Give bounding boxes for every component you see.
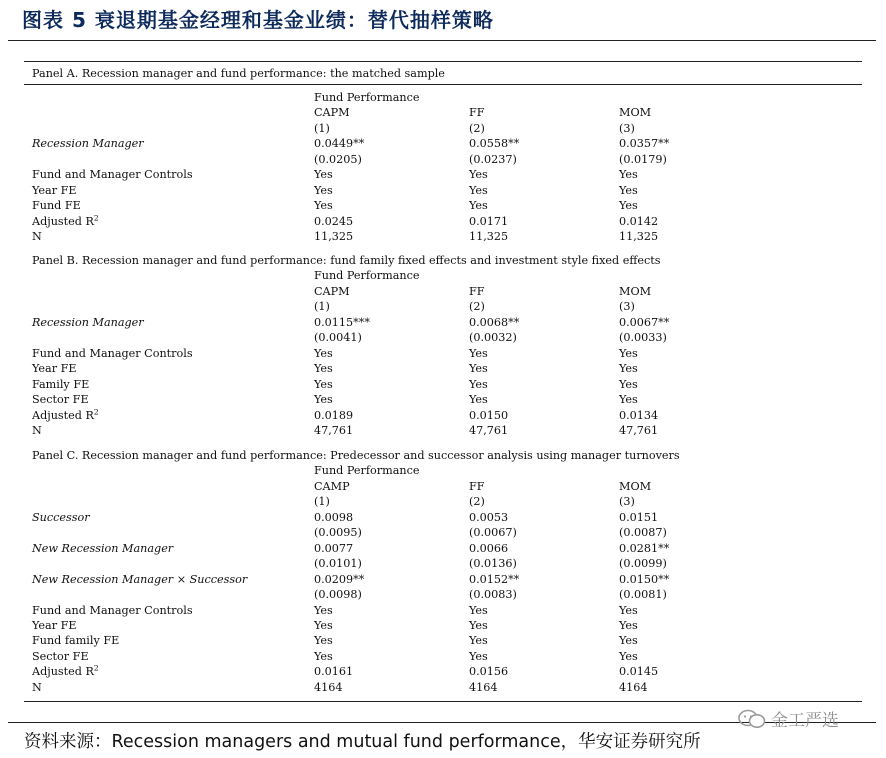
- cell-value: Yes: [619, 618, 638, 632]
- cell-value: 0.0209**: [314, 572, 365, 586]
- panel_a-col-num-3: (3): [619, 121, 635, 135]
- table-row: [0, 525, 886, 541]
- panel_b-column-numbers: [0, 299, 886, 315]
- row-label: Fund and Manager Controls: [32, 603, 193, 617]
- cell-value: Yes: [469, 393, 488, 407]
- cell-value: Yes: [314, 362, 333, 376]
- row-label: New Recession Manager: [32, 541, 174, 555]
- row-label: N: [32, 680, 42, 694]
- table-row: [0, 167, 886, 183]
- cell-value: Yes: [469, 618, 488, 632]
- panel_b-column-header: [0, 284, 886, 300]
- panel_c-col-num-1: (1): [314, 495, 330, 509]
- panel_b-col-3: MOM: [619, 284, 652, 298]
- cell-value: Yes: [314, 168, 333, 182]
- cell-value: 47,761: [314, 423, 354, 437]
- cell-value: Yes: [314, 634, 333, 648]
- table-row: [0, 649, 886, 665]
- table-row: [0, 587, 886, 603]
- row-label: N: [32, 423, 42, 437]
- cell-value: Yes: [619, 362, 638, 376]
- watermark-text: 金工严选: [771, 711, 839, 731]
- panel_a-col-3: MOM: [619, 106, 652, 120]
- row-label: Year FE: [32, 183, 77, 197]
- table-row: [0, 556, 886, 572]
- cell-value: 0.0068**: [469, 315, 520, 329]
- title-rule: [8, 40, 876, 41]
- figure-title: 图表 5 衰退期基金经理和基金业绩：替代抽样策略: [22, 8, 494, 32]
- table-row: [0, 423, 886, 439]
- cell-value: Yes: [314, 346, 333, 360]
- table-row: [0, 229, 886, 245]
- cell-value: Yes: [619, 168, 638, 182]
- cell-value: Yes: [619, 634, 638, 648]
- row-label: Adjusted $R^2$: [32, 663, 99, 679]
- cell-value: Yes: [469, 183, 488, 197]
- cell-value: 0.0245: [314, 214, 354, 228]
- cell-value: 0.0150: [469, 408, 509, 422]
- cell-value: 0.0152**: [469, 572, 520, 586]
- row-label: N: [32, 230, 42, 244]
- cell-value: 4164: [314, 680, 343, 694]
- panel_a-column-header: [0, 105, 886, 121]
- cell-value: Yes: [314, 183, 333, 197]
- cell-value: 0.0098: [314, 510, 354, 524]
- table-row: [0, 377, 886, 393]
- row-label: Successor: [32, 510, 90, 524]
- cell-value: 0.0066: [469, 541, 509, 555]
- cell-value: 0.0171: [469, 214, 509, 228]
- cell-value: 11,325: [314, 230, 354, 244]
- cell-value: (0.0041): [314, 331, 362, 345]
- row-label: Adjusted $R^2$: [32, 406, 99, 422]
- cell-value: (0.0095): [314, 526, 362, 540]
- cell-value: 11,325: [619, 230, 659, 244]
- cell-value: (0.0032): [469, 331, 517, 345]
- table-row: [0, 541, 886, 557]
- table-row: [0, 572, 886, 588]
- row-label: Family FE: [32, 377, 90, 391]
- row-label: Fund FE: [32, 199, 81, 213]
- row-label: Recession Manager: [32, 137, 144, 151]
- cell-value: (0.0098): [314, 588, 362, 602]
- cell-value: Yes: [469, 346, 488, 360]
- table-row: [0, 346, 886, 362]
- cell-value: 47,761: [619, 423, 659, 437]
- cell-value: Yes: [469, 362, 488, 376]
- cell-value: 0.0067**: [619, 315, 670, 329]
- panel_c-column-header: [0, 479, 886, 495]
- cell-value: Yes: [314, 199, 333, 213]
- panel_b-group-label: [0, 268, 886, 284]
- cell-value: 0.0449**: [314, 137, 365, 151]
- watermark: [737, 706, 839, 731]
- table-row: [0, 392, 886, 408]
- cell-value: (0.0101): [314, 557, 362, 571]
- cell-value: Yes: [619, 603, 638, 617]
- cell-value: Yes: [619, 393, 638, 407]
- row-label: Sector FE: [32, 393, 89, 407]
- cell-value: Yes: [469, 634, 488, 648]
- cell-value: (0.0067): [469, 526, 517, 540]
- table-row: [0, 315, 886, 331]
- panel_a-col-num-1: (1): [314, 121, 330, 135]
- cell-value: Yes: [314, 377, 333, 391]
- panel_c-heading-text: Panel C. Recession manager and fund performance: Predecessor and successor analysis using manager turnovers: [32, 449, 680, 462]
- cell-value: 0.0281**: [619, 541, 670, 555]
- cell-value: Yes: [619, 346, 638, 360]
- cell-value: 0.0558**: [469, 137, 520, 151]
- row-label: Sector FE: [32, 649, 89, 663]
- panel_b-col-num-1: (1): [314, 300, 330, 314]
- row-label: Fund and Manager Controls: [32, 168, 193, 182]
- cell-value: Yes: [469, 199, 488, 213]
- table-row: [0, 361, 886, 377]
- table-bottom-rule: [24, 701, 862, 702]
- table-row: [0, 330, 886, 346]
- cell-value: 0.0357**: [619, 137, 670, 151]
- panel_a-col-1: CAPM: [314, 106, 350, 120]
- cell-value: Yes: [619, 377, 638, 391]
- table-row: [0, 664, 886, 680]
- panel_c-col-3: MOM: [619, 479, 652, 493]
- cell-value: (0.0087): [619, 526, 667, 540]
- table-row: [0, 214, 886, 230]
- cell-value: Yes: [619, 199, 638, 213]
- cell-value: 0.0150**: [619, 572, 670, 586]
- cell-value: 0.0077: [314, 541, 354, 555]
- panel_b-heading-text: Panel B. Recession manager and fund performance: fund family fixed effects and investment style fixed effects: [32, 254, 661, 267]
- source-note: 资料来源：Recession managers and mutual fund performance，华安证券研究所: [24, 732, 701, 752]
- cell-value: (0.0136): [469, 557, 517, 571]
- row-label: Year FE: [32, 618, 77, 632]
- panel_a-col-2: FF: [469, 106, 485, 120]
- cell-value: Yes: [314, 393, 333, 407]
- cell-value: Yes: [469, 649, 488, 663]
- panel_c-col-2: FF: [469, 479, 485, 493]
- panel_c-col-1: CAMP: [314, 479, 350, 493]
- table-row: [0, 633, 886, 649]
- row-label: Recession Manager: [32, 315, 144, 329]
- table-row: [0, 603, 886, 619]
- cell-value: 0.0134: [619, 408, 659, 422]
- panel_a-fund-performance-label: Fund Performance: [314, 91, 420, 104]
- panel_a-heading-text: Panel A. Recession manager and fund performance: the matched sample: [32, 67, 445, 80]
- table-row: [0, 408, 886, 424]
- cell-value: (0.0237): [469, 152, 517, 166]
- panel_c-column-numbers: [0, 494, 886, 510]
- cell-value: (0.0033): [619, 331, 667, 345]
- cell-value: 0.0156: [469, 665, 509, 679]
- panel_a-heading: [0, 66, 886, 82]
- panel_b-heading: [0, 253, 886, 269]
- cell-value: (0.0205): [314, 152, 362, 166]
- table-top-rule: [24, 61, 862, 62]
- cell-value: (0.0081): [619, 588, 667, 602]
- table-row: [0, 198, 886, 214]
- panel_a-col-num-2: (2): [469, 121, 485, 135]
- cell-value: Yes: [469, 168, 488, 182]
- cell-value: 0.0151: [619, 510, 659, 524]
- cell-value: (0.0083): [469, 588, 517, 602]
- panel_b-col-2: FF: [469, 284, 485, 298]
- cell-value: 47,761: [469, 423, 509, 437]
- table-row: [0, 152, 886, 168]
- row-label: Fund family FE: [32, 634, 120, 648]
- panel-a-rule: [24, 84, 862, 85]
- cell-value: 0.0142: [619, 214, 659, 228]
- cell-value: Yes: [619, 649, 638, 663]
- cell-value: 4164: [619, 680, 648, 694]
- table-row: [0, 618, 886, 634]
- cell-value: 0.0161: [314, 665, 354, 679]
- cell-value: Yes: [314, 618, 333, 632]
- cell-value: 0.0145: [619, 665, 659, 679]
- panel_c-col-num-2: (2): [469, 495, 485, 509]
- row-label: Adjusted $R^2$: [32, 212, 99, 228]
- panel_a-column-numbers: [0, 121, 886, 137]
- table-row: [0, 680, 886, 696]
- row-label: New Recession Manager × Successor: [32, 572, 248, 586]
- panel_b-col-num-3: (3): [619, 300, 635, 314]
- row-label: Fund and Manager Controls: [32, 346, 193, 360]
- cell-value: Yes: [619, 183, 638, 197]
- cell-value: (0.0179): [619, 152, 667, 166]
- table-row: [0, 510, 886, 526]
- cell-value: Yes: [314, 603, 333, 617]
- cell-value: Yes: [469, 377, 488, 391]
- cell-value: 0.0053: [469, 510, 509, 524]
- cell-value: 11,325: [469, 230, 509, 244]
- panel_c-heading: [0, 448, 886, 464]
- panel_c-fund-performance-label: Fund Performance: [314, 464, 420, 478]
- panel_b-col-1: CAPM: [314, 284, 350, 298]
- panel_c-col-num-3: (3): [619, 495, 635, 509]
- table-row: [0, 136, 886, 152]
- cell-value: (0.0099): [619, 557, 667, 571]
- cell-value: 0.0189: [314, 408, 354, 422]
- wechat-icon: [737, 708, 767, 730]
- panel_c-group-label: [0, 463, 886, 479]
- table-row: [0, 183, 886, 199]
- cell-value: Yes: [469, 603, 488, 617]
- panel_b-col-num-2: (2): [469, 300, 485, 314]
- panel_a-group-label: [0, 90, 886, 106]
- cell-value: Yes: [314, 649, 333, 663]
- row-label: Year FE: [32, 362, 77, 376]
- cell-value: 4164: [469, 680, 498, 694]
- cell-value: 0.0115***: [314, 315, 370, 329]
- panel_b-fund-performance-label: Fund Performance: [314, 269, 420, 283]
